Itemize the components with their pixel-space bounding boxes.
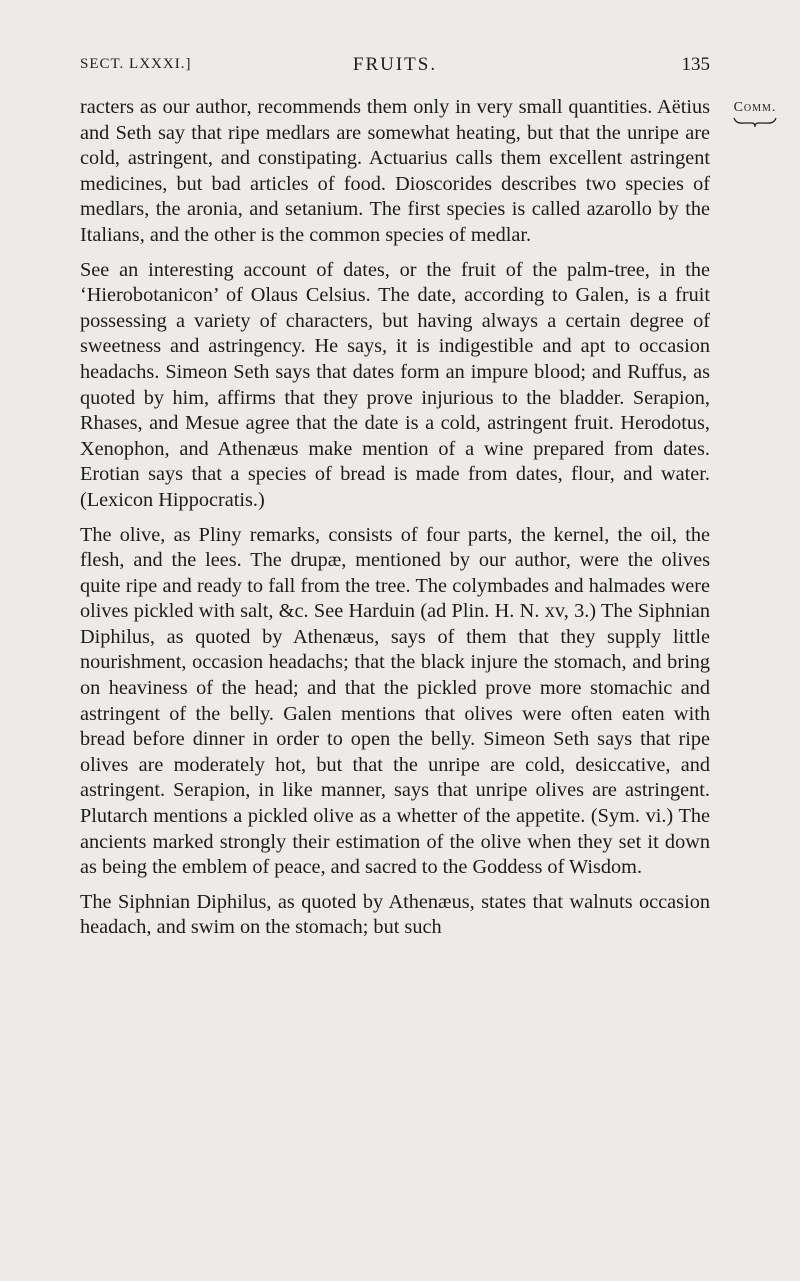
body-text: [80, 95, 710, 950]
paragraph-walnuts: The Siphnian Diphilus, as quoted by Athenæus, states that walnuts occasion headach, and swim on the stomach; but such: [80, 890, 710, 939]
margin-note-label: Comm.: [733, 100, 777, 115]
paragraph-medlars: racters as our author, recommends them only in very small quantities. Aëtius and Seth say that ripe medlars are somewhat heating, but that the unripe are cold, astringent, and constipating. Actuarius calls them excellent astringent medicines, but bad articles of food. Dioscorides describes two species of medlars, the aronia, and setanium. The first species is called azarollo by the Italians, and the other is the common species of medlar.: [80, 96, 710, 246]
section-label: SECT. LXXXI.]: [80, 56, 192, 72]
brace-icon: [732, 116, 778, 128]
page-number: 135: [681, 54, 710, 75]
running-header: [80, 52, 710, 80]
paragraph-olives: The olive, as Pliny remarks, consists of four parts, the kernel, the oil, the flesh, and the lees. The drupæ, mentioned by our author, were the olives quite ripe and ready to fall from the tree. The colymbades and halmades were olives pickled with salt, &c. See Harduin (ad Plin. H. N. xv, 3.) The Siphnian Diphilus, as quoted by Athenæus, says of them that they supply little nourishment, occasion headachs; that the black injure the stomach, and bring on heaviness of the head; and that the pickled prove more stomachic and astringent of the belly. Galen mentions that olives were often eaten with bread before dinner in order to open the belly. Simeon Seth says that ripe olives are moderately hot, but that the unripe are cold, desiccative, and astringent. Serapion, in like manner, says that unripe olives are astringent. Plutarch mentions a pickled olive as a whetter of the appetite. (Sym. vi.) The ancients marked strongly their estimation of the olive when they set it down as being the emblem of peace, and sacred to the Goddess of Wisdom.: [80, 523, 710, 879]
page-title: FRUITS.: [352, 54, 438, 75]
paragraph-dates: See an interesting account of dates, or the fruit of the palm-tree, in the ‘Hierobotanicon’ of Olaus Celsius. The date, according to Galen, is a fruit possessing a variety of characters, but having always a certain degree of sweetness and astringency. He says, it is indigestible and apt to occasion headachs. Simeon Seth says that dates form an impure blood; and Ruffus, as quoted by him, affirms that they prove injurious to the bladder. Serapion, Rhases, and Mesue agree that the date is a cold, astringent fruit. Herodotus, Xenophon, and Athenæus make mention of a wine prepared from dates. Erotian says that a species of bread is made from dates, flour, and water. (Lexicon Hippocratis.): [80, 258, 710, 511]
margin-note: [720, 100, 790, 128]
